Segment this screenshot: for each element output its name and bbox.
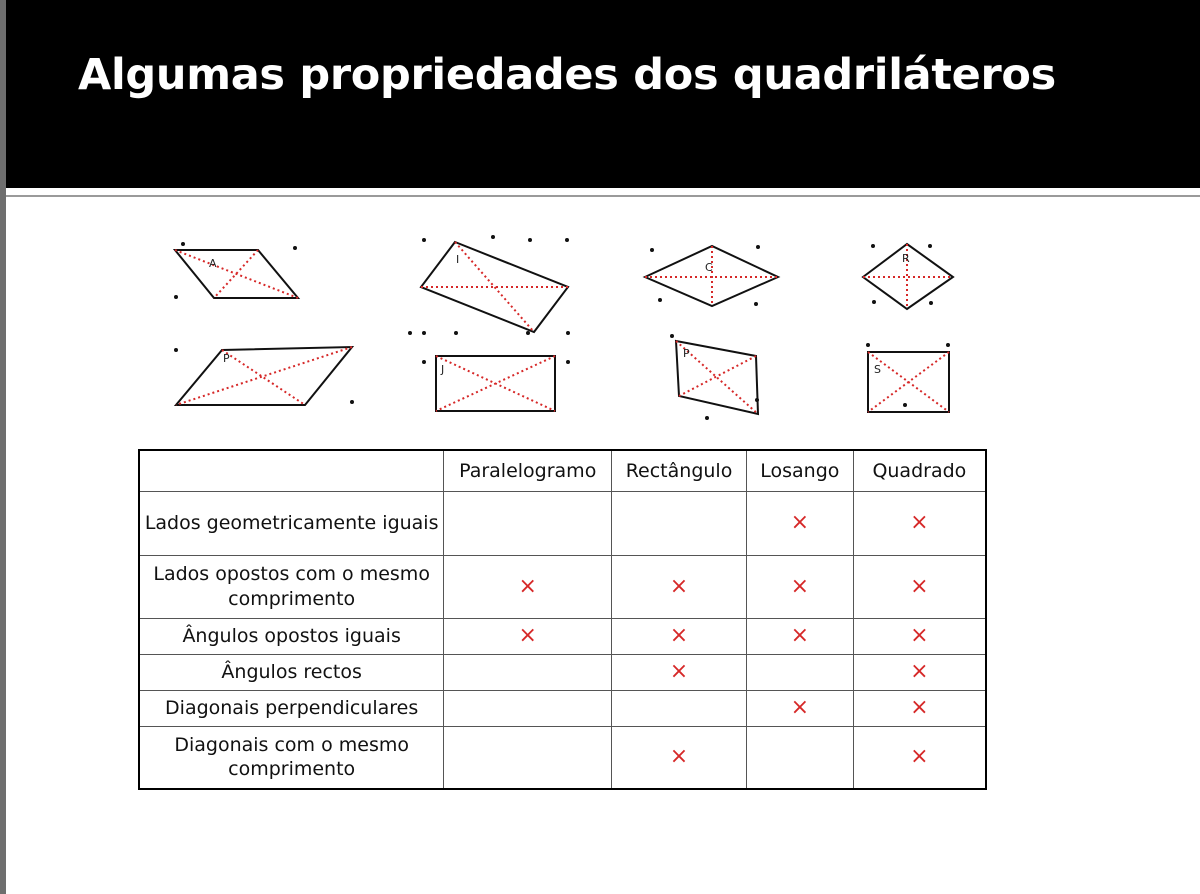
check-mark-icon: ×: [669, 573, 689, 599]
mark-cell: [444, 727, 612, 789]
table-body: [139, 492, 986, 789]
mark-cell: [853, 691, 986, 727]
check-mark-icon: ×: [910, 659, 929, 685]
properties-table: [138, 449, 987, 790]
parallelogram-p-figure: [176, 347, 352, 405]
rhombus-r-figure: [863, 244, 953, 309]
parallelogram-p2-figure: [676, 341, 758, 414]
header-losango: Losango: [746, 450, 853, 492]
mark-cell: [853, 655, 986, 691]
mark-cell: [853, 492, 986, 556]
mark-cell: [746, 691, 853, 727]
mark-cell: [612, 619, 747, 655]
check-mark-icon: ×: [790, 623, 810, 649]
shape-label-p2: P: [683, 347, 690, 360]
shape-label-j: J: [441, 363, 445, 376]
table-row: [139, 492, 986, 556]
check-mark-icon: ×: [518, 573, 537, 599]
property-cell: Diagonais com o mesmo comprimento: [139, 727, 444, 789]
mark-cell: [853, 556, 986, 619]
quadrilateral-figures: [0, 0, 1200, 440]
property-cell: Diagonais perpendiculares: [139, 691, 444, 727]
mark-cell: [853, 727, 986, 789]
table-row: [139, 691, 986, 727]
shape-label-s: S: [874, 363, 881, 376]
table-header-row: [139, 450, 986, 492]
shape-label-i: I: [456, 253, 460, 266]
check-mark-icon: ×: [669, 623, 689, 649]
mark-cell: [444, 556, 612, 619]
check-mark-icon: ×: [518, 623, 537, 649]
header-paralelogramo: Paralelogramo: [444, 450, 612, 492]
square-s-figure: [868, 352, 949, 412]
shape-label-a: A: [209, 257, 217, 270]
property-cell: Ângulos opostos iguais: [139, 619, 444, 655]
check-mark-icon: ×: [910, 695, 929, 721]
mark-cell: [612, 655, 747, 691]
mark-cell: [612, 691, 747, 727]
mark-cell: [746, 655, 853, 691]
header-rectangulo: Rectângulo: [612, 450, 747, 492]
mark-cell: [444, 492, 612, 556]
check-mark-icon: ×: [790, 573, 810, 599]
property-cell: Ângulos rectos: [139, 655, 444, 691]
mark-cell: [444, 691, 612, 727]
shape-label-p1: P: [223, 352, 230, 365]
check-mark-icon: ×: [790, 695, 810, 721]
mark-cell: [746, 556, 853, 619]
rectangle-j-figure: [436, 356, 555, 411]
header-quadrado: Quadrado: [853, 450, 986, 492]
property-cell: Lados geometricamente iguais: [139, 492, 444, 556]
rectangle-i-figure: [421, 242, 568, 332]
mark-cell: [612, 556, 747, 619]
mark-cell: [444, 619, 612, 655]
header-corner-cell: [139, 450, 444, 492]
mark-cell: [853, 619, 986, 655]
check-mark-icon: ×: [910, 623, 929, 649]
check-mark-icon: ×: [910, 510, 929, 536]
mark-cell: [746, 492, 853, 556]
mark-cell: [612, 492, 747, 556]
mark-cell: [612, 727, 747, 789]
mark-cell: [444, 655, 612, 691]
parallelogram-a-figure: [175, 250, 298, 298]
table-row: [139, 556, 986, 619]
check-mark-icon: ×: [910, 573, 929, 599]
rhombus-c-figure: [645, 246, 778, 306]
slide-title: Algumas propriedades dos quadriláteros: [78, 50, 1056, 100]
shape-label-r: R: [902, 252, 910, 265]
property-cell: Lados opostos com o mesmo comprimento: [139, 556, 444, 619]
check-mark-icon: ×: [910, 743, 929, 769]
mark-cell: [746, 619, 853, 655]
check-mark-icon: ×: [790, 510, 810, 536]
table-row: [139, 619, 986, 655]
check-mark-icon: ×: [669, 659, 689, 685]
table-row: [139, 655, 986, 691]
mark-cell: [746, 727, 853, 789]
shape-label-c: C: [705, 261, 713, 274]
table-row: [139, 727, 986, 789]
check-mark-icon: ×: [669, 743, 689, 769]
